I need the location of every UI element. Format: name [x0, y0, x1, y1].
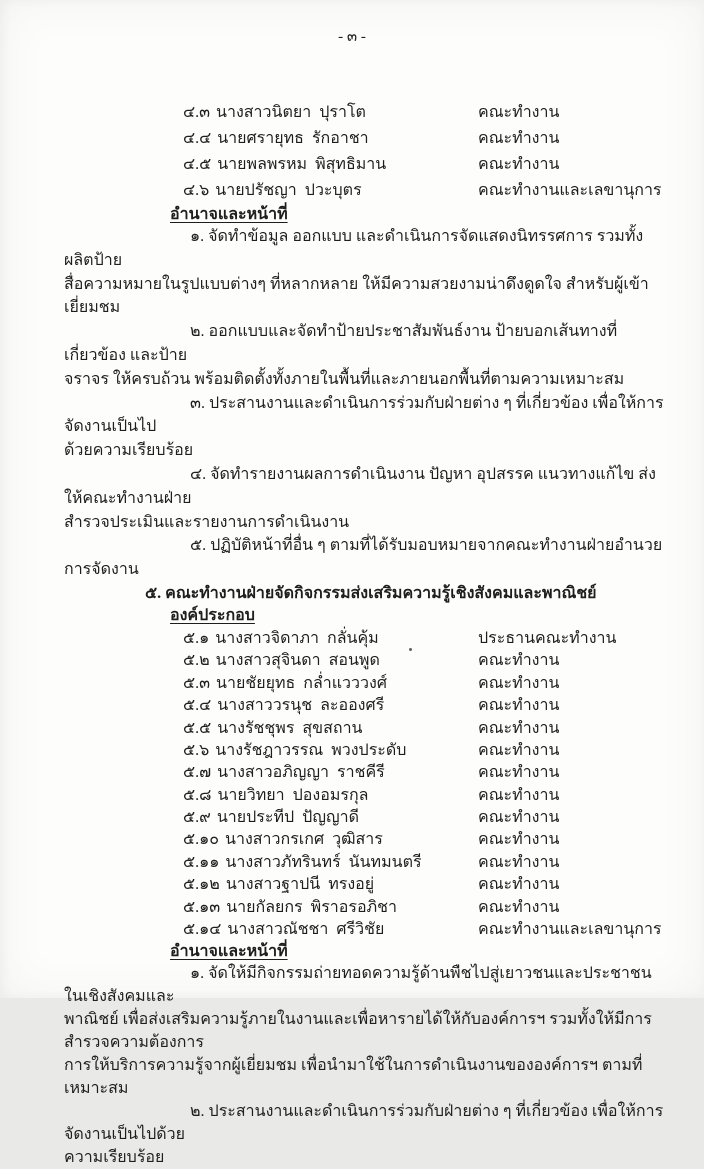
member-role: คณะทำงาน — [478, 652, 560, 670]
member-role: คณะทำงาน — [478, 831, 560, 849]
duty-item — [64, 534, 666, 582]
committee-5-duties-heading: อำนาจและหน้าที่ — [170, 943, 288, 961]
member-row — [183, 807, 666, 829]
duty-line: พาณิชย์ เพื่อส่งเสริมความรู้ภายในงานและเพื่อหารายได้ให้กับองค์การฯ รวมทั้งให้มีการสำรวจความต้องการ — [64, 1011, 652, 1052]
duty-line: ๔. จัดทำรายงานผลการดำเนินงาน ปัญหา อุปสรรค แนวทางแก้ไข ส่งให้คณะทำงานฝ่าย — [64, 465, 656, 507]
committee-4-duties-heading: อำนาจและหน้าที่ — [170, 206, 288, 223]
member-name: นายประทีป ปัญญาดี — [216, 809, 359, 827]
duty-line: จราจร ให้ครบถ้วน พร้อมติดตั้งทั้งภายในพื้นที่และภายนอกพื้นที่ตามความเหมาะสม — [64, 370, 625, 388]
member-row — [183, 628, 666, 650]
committee-4-member-list — [183, 100, 666, 204]
member-name: นางรัชชุพร สุขสถาน — [217, 719, 363, 737]
member-row — [183, 897, 666, 919]
committee-5-duties — [64, 962, 666, 1169]
member-name: นางสาวนิตยา ปุราโต — [216, 104, 366, 121]
member-role: คณะทำงาน — [478, 898, 560, 916]
member-number: ๔.๕ — [183, 156, 212, 173]
member-row — [183, 126, 666, 152]
committee-5-title: ๕. คณะทำงานฝ่ายจัดกิจกรรมส่งเสริมความรู้เชิงสังคมและพาณิชย์ — [145, 584, 597, 602]
committee-4-section — [64, 100, 666, 582]
member-name: นางสาวอภิญญา ราชคีรี — [217, 764, 385, 782]
member-row — [183, 740, 666, 762]
member-row — [183, 100, 666, 126]
committee-5-section — [64, 582, 666, 1169]
committee-4-duties — [64, 225, 666, 582]
member-role: คณะทำงาน — [478, 764, 560, 782]
duty-line: ๑. จัดทำข้อมูล ออกแบบ และดำเนินการจัดแสดงนิทรรศการ รวมทั้งผลิตป้าย — [64, 228, 644, 269]
member-number: ๕.๑๓ — [183, 898, 221, 916]
member-number: ๔.๓ — [183, 104, 211, 121]
member-name: นายพลพรหม พิสุทธิมาน — [217, 156, 387, 173]
member-number: ๔.๖ — [183, 182, 210, 199]
member-row — [183, 762, 666, 784]
member-number: ๕.๙ — [183, 809, 211, 827]
member-name: นางสาวสุจินดา สอนพูด — [215, 652, 380, 670]
member-name: นายปรัชญา ปวะบุตร — [215, 182, 362, 199]
member-row — [183, 178, 666, 204]
member-row — [183, 650, 666, 672]
member-name: นางสาวฐาปนี ทรงอยู่ — [225, 876, 375, 894]
member-number: ๕.๑๑ — [183, 853, 220, 871]
member-row — [183, 695, 666, 717]
member-name: นายวิทยา ปองอมรกุล — [217, 786, 369, 804]
member-role: คณะทำงาน — [478, 697, 560, 715]
member-row — [183, 829, 666, 851]
member-row — [183, 673, 666, 695]
member-role: คณะทำงานและเลขานุการ — [478, 921, 662, 939]
duty-line: ๕. ปฏิบัติหน้าที่อื่น ๆ ตามที่ได้รับมอบหมายจากคณะทำงานฝ่ายอำนวยการจัดงาน — [64, 537, 663, 579]
member-row — [183, 852, 666, 874]
member-role: คณะทำงาน — [478, 786, 560, 804]
scan-artifact-dot — [409, 648, 412, 651]
duty-item — [64, 1100, 666, 1169]
member-number: ๕.๔ — [183, 697, 212, 715]
member-number: ๕.๑๒ — [183, 876, 220, 894]
duty-item — [64, 392, 666, 463]
duty-line: สื่อความหมายในรูปแบบต่างๆ ที่หลากหลาย ให้มีความสวยงามน่าดึงดูดใจ สำหรับผู้เข้าเยี่ยมชม — [64, 275, 649, 317]
member-number: ๕.๑ — [183, 629, 210, 647]
duty-line: ๓. ประสานงานและดำเนินการร่วมกับฝ่ายต่าง ๆ ที่เกี่ยวข้อง เพื่อให้การจัดงานเป็นไป — [64, 394, 664, 436]
member-number: ๕.๖ — [183, 741, 210, 759]
member-row — [183, 919, 666, 941]
member-row — [183, 152, 666, 178]
member-role: คณะทำงานและเลขานุการ — [478, 182, 662, 199]
duty-line: ความเรียบร้อย — [64, 1149, 165, 1167]
duty-line: ๑. จัดให้มีกิจกรรมถ่ายทอดความรู้ด้านพืชไปสู่เยาวชนและประชาชนในเชิงสังคมและ — [64, 965, 652, 1006]
member-role: ประธานคณะทำงาน — [478, 629, 617, 647]
member-row — [183, 874, 666, 896]
member-role: คณะทำงาน — [478, 156, 560, 173]
member-role: คณะทำงาน — [478, 809, 560, 827]
member-number: ๕.๑๐ — [183, 831, 220, 849]
member-number: ๕.๘ — [183, 786, 212, 804]
committee-5-composition-heading: องค์ประกอบ — [170, 606, 255, 624]
member-role: คณะทำงาน — [478, 719, 560, 737]
member-number: ๕.๕ — [183, 719, 212, 737]
duty-line: ด้วยความเรียบร้อย — [64, 442, 194, 460]
member-name: นายกัลยกร พิราอรอภิชา — [226, 898, 397, 916]
member-role: คณะทำงาน — [478, 674, 560, 692]
duty-line: ๒. ออกแบบและจัดทำป้ายประชาสัมพันธ์งาน ป้ายบอกเส้นทางที่เกี่ยวข้อง และป้าย — [64, 323, 618, 364]
member-row — [183, 785, 666, 807]
member-name: นางสาววรนุช ละอองศรี — [217, 697, 385, 715]
duty-item — [64, 962, 666, 1100]
member-name: นางสาวกรเกศ วุฒิสาร — [225, 831, 383, 849]
member-name: นางสาวณัชชา ศรีวิชัย — [227, 921, 385, 939]
member-role: คณะทำงาน — [478, 104, 560, 121]
duty-line: การให้บริการความรู้จากผู้เยี่ยมชม เพื่อนำมาใช้ในการดำเนินงานขององค์การฯ ตามที่เหมาะสม — [64, 1057, 643, 1098]
duty-line: ๒. ประสานงานและดำเนินการร่วมกับฝ่ายต่าง ๆ ที่เกี่ยวข้อง เพื่อให้การจัดงานเป็นไปด้วย — [64, 1103, 664, 1144]
member-number: ๕.๓ — [183, 674, 211, 692]
member-number: ๔.๔ — [183, 130, 212, 147]
member-role: คณะทำงาน — [478, 741, 560, 759]
member-role: คณะทำงาน — [478, 876, 560, 894]
member-number: ๕.๑๔ — [183, 921, 222, 939]
duty-item — [64, 320, 666, 391]
member-role: คณะทำงาน — [478, 853, 560, 871]
committee-5-member-list — [183, 628, 666, 941]
duty-line: สำรวจประเมินและรายงานการดำเนินงาน — [64, 513, 350, 531]
member-role: คณะทำงาน — [478, 130, 560, 147]
member-number: ๕.๗ — [183, 764, 212, 782]
duty-item — [64, 225, 666, 320]
top-spacer — [0, 44, 704, 100]
duty-item — [64, 463, 666, 534]
member-name: นางสาวภัทรินทร์ นันทมนตรี — [225, 853, 422, 871]
member-name: นายศรายุทธ รักอาชา — [217, 130, 369, 147]
member-name: นางรัชฎาวรรณ พวงประดับ — [215, 741, 407, 759]
page-number: - ๓ - — [338, 29, 366, 45]
member-row — [183, 718, 666, 740]
member-number: ๕.๒ — [183, 652, 210, 670]
member-name: นางสาวจิดาภา กลั่นคุ้ม — [215, 629, 379, 647]
member-name: นายชัยยุทธ กล่ำแวววงศ์ — [216, 674, 387, 692]
